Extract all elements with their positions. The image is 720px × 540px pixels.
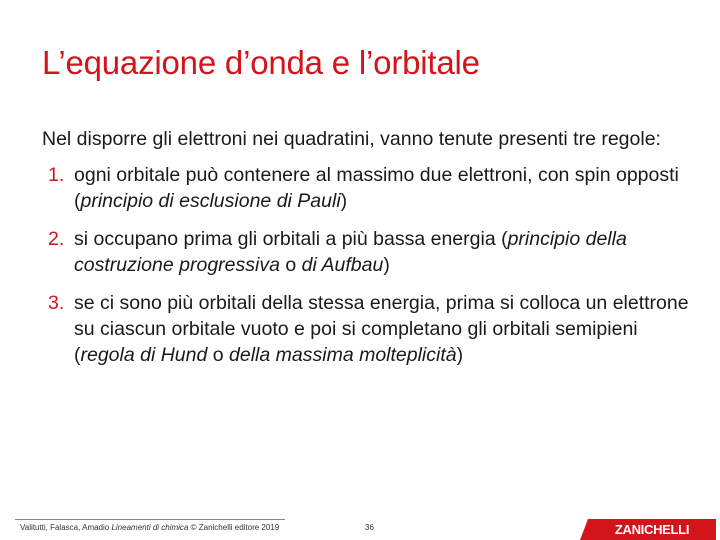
- rule-end: ): [340, 190, 348, 212]
- credit-publisher: © Zanichelli editore 2019: [188, 523, 280, 532]
- rule-text: se ci sono più orbitali della stessa energia, prima si colloca un elettrone su ciascun orbitale vuoto e poi si completano gli orbitali semipieni (: [74, 292, 689, 366]
- rule-connector: o: [279, 254, 302, 276]
- logo-notch: [580, 519, 588, 540]
- rule-text: si occupano prima gli orbitali a più bassa energia (: [74, 228, 508, 250]
- slide-body: [42, 126, 692, 380]
- rule-number: 3.: [48, 292, 65, 314]
- rule-end: ): [383, 254, 390, 276]
- rule-term: principio di esclusione di Pauli: [80, 190, 341, 212]
- credit-book: Lineamenti di chimica: [111, 523, 189, 532]
- rule-term-2: di Aufbau: [301, 254, 384, 276]
- rule-text: ogni orbitale può contenere al massimo due elettroni, con spin opposti (: [74, 164, 679, 212]
- credit-authors: Valitutti, Falasca, Amadio: [20, 523, 112, 532]
- footer-divider: [15, 519, 285, 520]
- rule-number: 1.: [48, 164, 65, 186]
- rule-end: ): [456, 344, 464, 366]
- intro-text: Nel disporre gli elettroni nei quadratini, vanno tenute presenti tre regole:: [42, 128, 661, 150]
- rule-connector: o: [207, 344, 230, 366]
- rule-number: 2.: [48, 228, 65, 250]
- rule-term: regola di Hund: [80, 344, 208, 366]
- rule-term-2: della massima molteplicità: [229, 344, 457, 366]
- page-number: 36: [365, 523, 374, 532]
- rule-item: [42, 290, 692, 368]
- rule-item: [42, 226, 692, 278]
- rule-term: principio della costruzione progressiva: [74, 228, 627, 276]
- publisher-logo: ZANICHELLI: [588, 519, 716, 540]
- slide-title: L’equazione d’onda e l’orbitale: [42, 44, 480, 81]
- rules-list: [42, 162, 692, 368]
- rule-item: [42, 162, 692, 214]
- footer-credit: [20, 523, 279, 532]
